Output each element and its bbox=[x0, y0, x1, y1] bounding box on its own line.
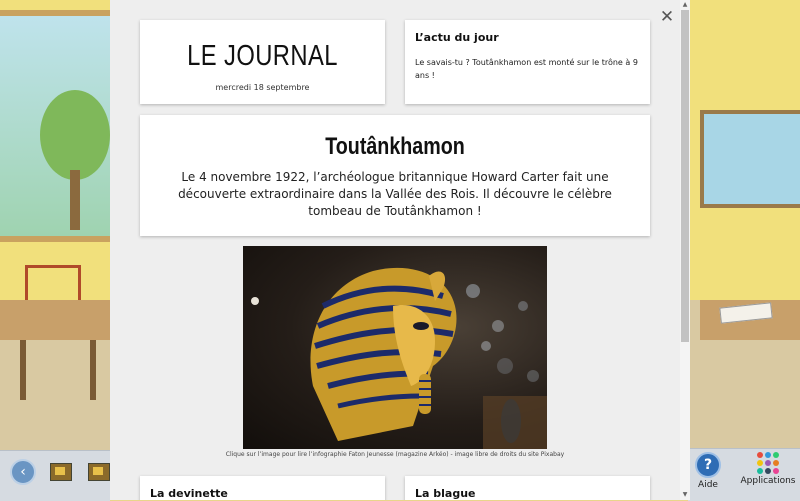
bokeh-light bbox=[492, 320, 504, 332]
scroll-thumb[interactable] bbox=[681, 10, 689, 342]
desk-leg bbox=[20, 340, 26, 400]
actu-card bbox=[405, 20, 650, 104]
mask-eye bbox=[413, 322, 429, 330]
bokeh-light bbox=[481, 341, 491, 351]
joke-card bbox=[405, 476, 650, 500]
article-image[interactable] bbox=[243, 246, 547, 449]
actu-text: Le savais-tu ? Toutânkhamon est monté sur le trône à 9 ans ! bbox=[415, 58, 638, 80]
thumbnail-item[interactable] bbox=[88, 463, 110, 481]
bokeh-light bbox=[497, 358, 513, 374]
bokeh-light bbox=[466, 284, 480, 298]
tutankhamun-mask-image bbox=[243, 246, 547, 449]
joke-title: La blague bbox=[415, 487, 476, 500]
journal-modal bbox=[110, 0, 690, 500]
bokeh-light bbox=[251, 297, 259, 305]
journal-title: LE JOURNAL bbox=[187, 40, 338, 72]
apps-grid-icon bbox=[757, 452, 779, 474]
journal-date: mercredi 18 septembre bbox=[215, 83, 310, 92]
chevron-left-icon: ‹ bbox=[20, 464, 26, 480]
tree-trunk bbox=[70, 170, 80, 230]
back-button[interactable] bbox=[10, 459, 36, 485]
image-caption: Clique sur l’image pour lire l’infographie Faton Jeunesse (magazine Arkéo) - image libre de droits du site Pixabay bbox=[225, 451, 565, 458]
desk-leg bbox=[90, 340, 96, 400]
background-figure bbox=[501, 399, 521, 443]
applications-label: Applications bbox=[740, 476, 796, 486]
thumbnail-item[interactable] bbox=[50, 463, 72, 481]
help-label: Aide bbox=[698, 480, 718, 490]
close-icon: ✕ bbox=[659, 7, 675, 27]
bokeh-light bbox=[518, 301, 528, 311]
article-card bbox=[140, 115, 650, 236]
riddle-title: La devinette bbox=[150, 487, 228, 500]
desk-left bbox=[0, 300, 110, 340]
article-body: Le 4 novembre 1922, l’archéologue britannique Howard Carter fait une découverte extraordinaire dans la Vallée des Rois. Il découvre le célèbre tombeau de Toutânkhamon ! bbox=[178, 170, 612, 218]
map-board bbox=[700, 110, 800, 208]
scroll-down-arrow-icon[interactable]: ▼ bbox=[682, 491, 688, 498]
help-icon: ? bbox=[695, 452, 721, 478]
scroll-up-arrow-icon[interactable]: ▲ bbox=[682, 1, 688, 8]
tree bbox=[40, 90, 110, 180]
close-button[interactable] bbox=[658, 8, 676, 26]
journal-header-card bbox=[140, 20, 385, 104]
actu-title: L’actu du jour bbox=[415, 31, 499, 44]
article-title: Toutânkhamon bbox=[325, 133, 465, 160]
applications-button[interactable] bbox=[738, 452, 798, 486]
bokeh-light bbox=[527, 370, 539, 382]
scrollbar[interactable] bbox=[680, 0, 690, 500]
riddle-card bbox=[140, 476, 385, 500]
